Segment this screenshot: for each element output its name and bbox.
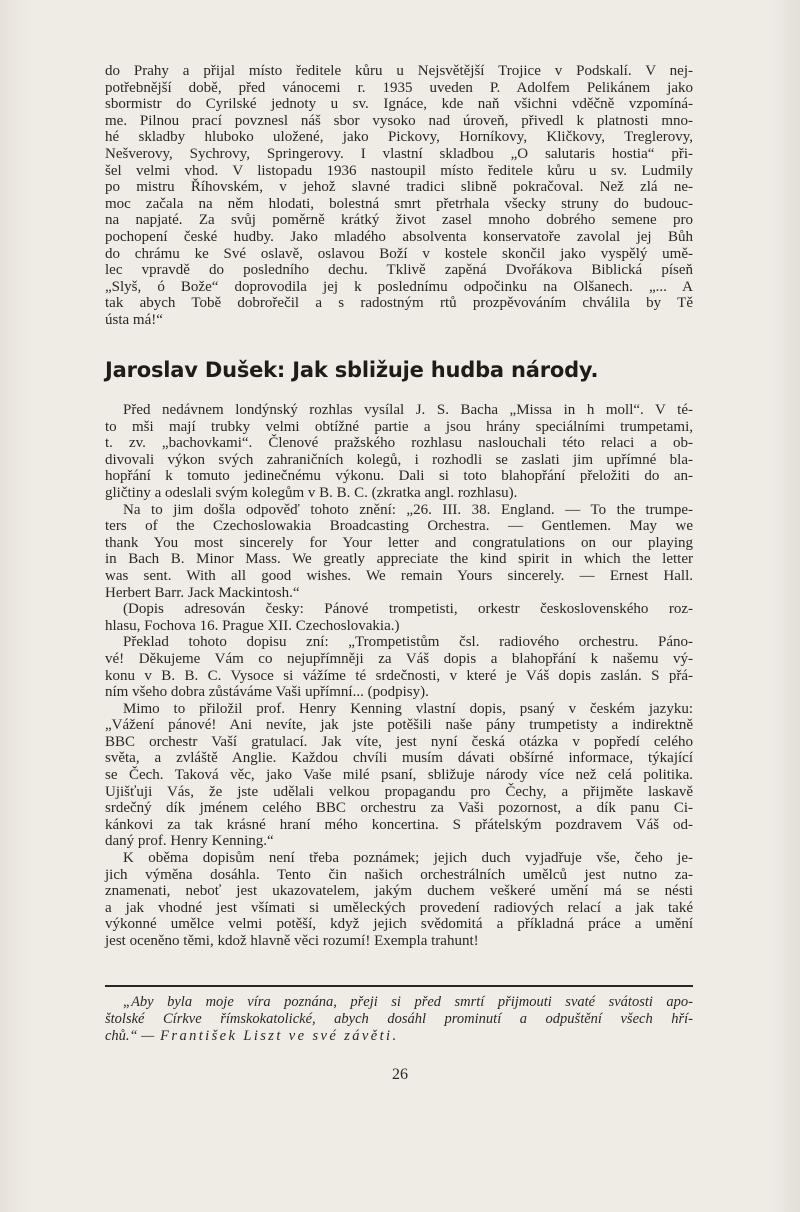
article-title: Jaroslav Dušek: Jak sbližuje hudba národy. — [105, 358, 599, 382]
text-line: kánkovi za tak krásné hraní mého koncertina. S přátelským pozdravem Váš od- — [105, 816, 693, 833]
text-line: BBC orchestr Vaší gratulací. Jak víte, jest nyní česká otázka v popředí celého — [105, 733, 693, 750]
text-line: thank You most sincerely for Your letter and congratulations on our playing — [105, 534, 693, 551]
text-line: potřebnější době, před vánocemi r. 1935 uveden P. Adolfem Pelikánem jako — [105, 79, 693, 96]
text-line: po mistru Říhovském, v jehož slavné tradici slibně pokračoval. Než zlá ne- — [105, 179, 693, 196]
text-line: sbormistr do Cyrilské jednoty u sv. Ignáce, kde naň všichni vděčně vzpomíná- — [105, 96, 693, 113]
text-line: hé skladby hluboko uložené, jako Pickovy, Horníkovy, Kličkovy, Treglerovy, — [105, 129, 693, 146]
text-line: ters of the Czechoslowakia Broadcasting Orchestra. — Gentlemen. May we — [105, 518, 693, 535]
text-line: srdečný dík jménem celého BBC orchestru za Vaši pozornost, a dík panu Ci- — [105, 800, 693, 817]
text-line: me. Pilnou prací povznesl náš sbor vysoko nad úroveň, přivedl k platnosti mno- — [105, 112, 693, 129]
quote-attribution: František Liszt ve své závěti. — [160, 1027, 399, 1044]
text-line: daný prof. Henry Kenning.“ — [105, 833, 274, 850]
quote-text: štolské Církve římskokatolické, abych dosáhl prominutí a odpuštění všech hří- — [105, 1010, 693, 1027]
text-line: in Bach B. Minor Mass. We greatly appreciate the kind spirit in which the letter — [105, 551, 693, 568]
text-line: výkonné umělce velmi potěší, když jejich svědomitá a příkladná práce a umění — [105, 916, 693, 933]
text-line: Na to jim došla odpověď tohoto znění: „26. III. 38. England. — To the trumpe- — [123, 501, 693, 518]
previous-article-continuation — [105, 63, 693, 329]
quote-text: „Aby byla moje víra poznána, přeji si před smrtí přijmouti svaté svátosti apo- — [123, 994, 693, 1010]
text-line: moc začala na něm hlodati, bolestná smrt přetrhala všecky struny do budouc- — [105, 195, 693, 212]
text-line: „Slyš, ó Bože“ doprovodila jej k poslednímu odpočinku na Olšanech. „... A — [105, 278, 693, 295]
text-line: Mimo to přiložil prof. Henry Kenning vlastní dopis, psaný v českém jazyku: — [123, 700, 693, 717]
text-line: do chrámu ke Své oslavě, oslavou Boží v kostele skončil jako vyspělý umě- — [105, 245, 693, 262]
text-line: jest oceněno těmi, kdož hlavně věci rozumí! Exempla trahunt! — [105, 933, 479, 949]
text-line: gličtiny a odeslali svým kolegům v B. B. C. (zkratka angl. rozhlasu). — [105, 484, 518, 501]
text-line: Nešverovy, Sychrovy, Springerovy. I vlastní skladbou „O salutaris hostia“ při- — [105, 145, 693, 162]
text-line: šel velmi vhod. V listopadu 1936 nastoupil místo ředitele kůru u sv. Ludmily — [105, 162, 693, 179]
text-line: konu v B. B. C. Vysoce si vážíme té srdečnosti, v které je Váš dopis zaslán. S přá- — [105, 667, 693, 684]
quote-text: chů.“ — — [105, 1027, 155, 1044]
text-line: Herbert Barr. Jack Mackintosh.“ — [105, 584, 300, 601]
liszt-quote — [105, 994, 693, 1044]
text-line: t. zv. „bachovkami“. Členové pražského rozhlasu naslouchali této relaci a ob- — [105, 435, 693, 452]
text-line: do Prahy a přijal místo ředitele kůru u Nejsvětější Trojice v Podskalí. V nej- — [105, 63, 693, 79]
text-line: divovali výkon svých zahraničních kolegů, i rozhodli se zaslati jim upřímné bla- — [105, 451, 693, 468]
quote-line — [105, 1028, 693, 1045]
text-line: „Vážení pánové! Ani nevíte, jak jste potěšili naše pány trumpetisty a indirektně — [105, 717, 693, 734]
text-line: znamenati, neboť jest ukazovatelem, jakým duchem veškeré umění má se nésti — [105, 883, 693, 900]
text-line: to mši mají trubky velmi obtížné partie a jsou hrány speciálními trumpetami, — [105, 418, 693, 435]
text-line: lec vpravdě do posledního dechu. Tklivě zapěná Dvořákova Biblická píseň — [105, 262, 693, 279]
text-line: (Dopis adresován česky: Pánové trompetisti, orkestr československého roz- — [123, 601, 693, 618]
text-line: Překlad tohoto dopisu zní: „Trompetistům čsl. radiového orchestru. Páno- — [123, 634, 693, 651]
text-line: se Čech. Taková věc, jako Vaše milé psaní, sbližuje národy více než celá politika. — [105, 767, 693, 784]
text-line: Ujišťuji Vás, že jste udělali velkou propagandu pro Čechy, a přijměte laskavě — [105, 783, 693, 800]
text-line: jich výměna dosáhla. Tento čin našich orchestrálních umělců jest nutno za- — [105, 866, 693, 883]
divider-rule — [105, 985, 693, 987]
text-line: a jak vhodné jest všímati si uměleckých provedení radiových relací a jak také — [105, 899, 693, 916]
text-line: tak abych Tobě dobrořečil a s radostným rtů prozpěvováním chválila by Tě — [105, 295, 693, 312]
text-line: hlasu, Fochova 16. Prague XII. Czechoslovakia.) — [105, 617, 400, 634]
text-line: vé! Děkujeme Vám co nejupřímněji za Váš dopis a blahopřání k našemu vý- — [105, 650, 693, 667]
quote-line — [105, 1011, 693, 1028]
text-line: světa, a zvláště Anglie. Každou chvíli musím dávati obšírné informace, týkající — [105, 750, 693, 767]
text-line: pochopení české hudby. Jako mladého absolventa konservatoře zavolal jej Bůh — [105, 228, 693, 245]
article-body — [105, 402, 693, 950]
text-line: Před nedávnem londýnský rozhlas vysílal J. S. Bacha „Missa in h moll“. V té- — [123, 402, 693, 418]
quote-line — [105, 994, 693, 1011]
text-line: K oběma dopisům není třeba poznámek; jejich duch vyjadřuje vše, čeho je- — [123, 850, 693, 867]
text-line: na napjaté. Za svůj poměrně krátký život zasel mnoho dobrého semene pro — [105, 212, 693, 229]
text-line: ústa má!“ — [105, 311, 163, 328]
page-number: 26 — [392, 1066, 408, 1083]
text-line: hopřání k tomuto jedinečnému výkonu. Dali si toto blahopřání přeložiti do an- — [105, 468, 693, 485]
text-line: ním všeho dobra zůstáváme Vaši upřímní... (podpisy). — [105, 684, 429, 701]
text-line: was sent. With all good wishes. We remain Yours sincerely. — Ernest Hall. — [105, 567, 693, 584]
